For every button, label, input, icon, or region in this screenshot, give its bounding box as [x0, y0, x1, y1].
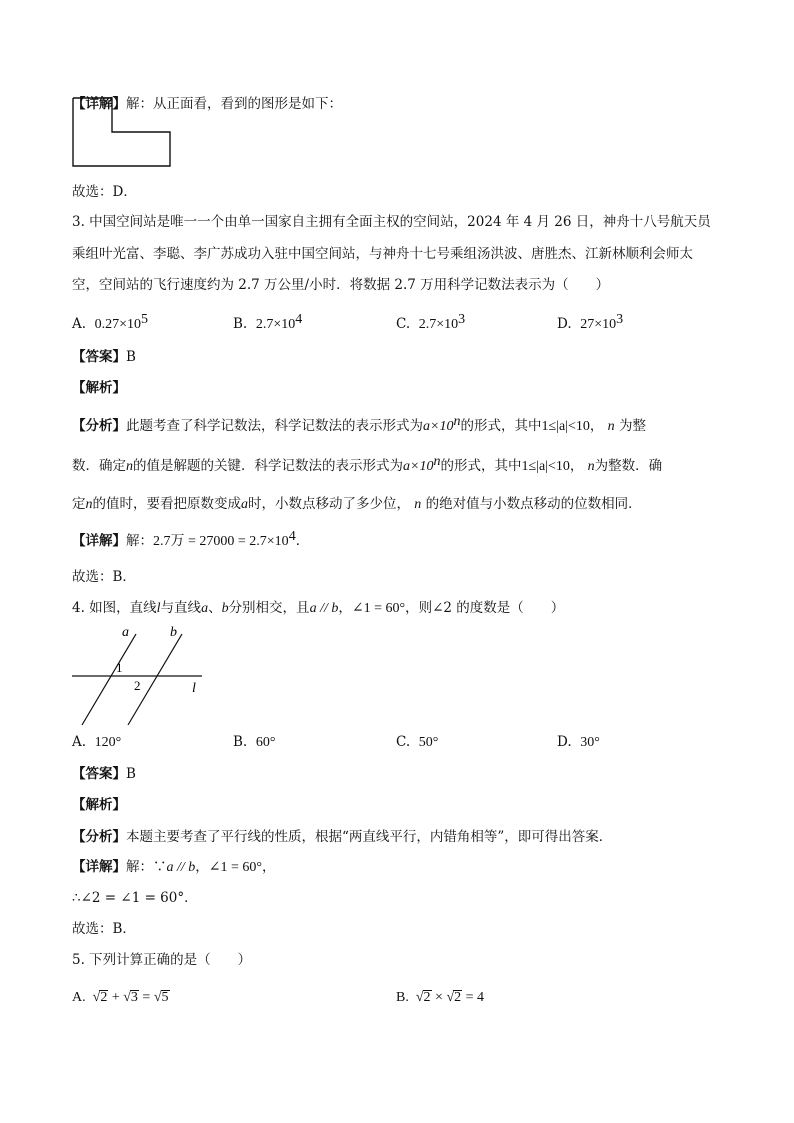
- parallel-lines-figure: [70, 622, 210, 728]
- q4-therefore: ∴∠2 = ∠1 = 60°．: [72, 890, 198, 906]
- q5-option-b[interactable]: B. √2 × √2 = 4: [396, 990, 485, 1005]
- q4-fenxi: 【分析】本题主要考查了平行线的性质，根据“两直线平行，内错角相等”，即可得出答案．: [72, 829, 613, 845]
- q4-analysis-tag: 【解析】: [72, 797, 126, 813]
- detail-text: 解：从正面看，看到的图形是如下：: [126, 96, 342, 112]
- label-1: 1: [116, 660, 123, 675]
- front-view-figure: [72, 96, 174, 168]
- q5-option-a[interactable]: A. √2 + √3 = √5: [72, 990, 169, 1005]
- q3-detail: 【详解】解：2.7万 = $27000 = 2.7\times 10^4$．: [72, 529, 310, 549]
- q3-fenxi-line-3: 定n的值时，要看把原数变成a时，小数点移动了多少位， n 的绝对值与小数点移动的位数相同．: [72, 496, 642, 512]
- q5-stem: 5. 下列计算正确的是（ ）: [72, 952, 252, 968]
- q3-fenxi-line-1: 【分析】此题考查了科学记数法，科学记数法的表示形式为$a\times 10^n$的形式，其中1≤|a|<10， n 为整: [72, 414, 646, 434]
- q3-stem-line-2: 乘组叶光富、李聪、李广苏成功入驻中国空间站，与神舟十七号乘组汤洪波、唐胜杰、江新林顺利会师太: [72, 246, 693, 262]
- q3-answer: 【答案】B: [72, 349, 136, 365]
- q4-option-b[interactable]: B. 60°: [233, 734, 276, 750]
- label-2: 2: [134, 678, 141, 693]
- q2-answer: 故选：D．: [72, 184, 137, 200]
- label-b: b: [170, 625, 177, 640]
- q3-option-c[interactable]: C. $2.7\times 10^3$: [396, 312, 466, 332]
- q3-fenxi-line-2: 数．确定n的值是解题的关键．科学记数法的表示形式为$a\times 10^n$的形式，其中1≤|a|<10， n为整数．确: [72, 454, 663, 474]
- q3-stem-line-3: 空，空间站的飞行速度约为 2.7 万公里/小时．将数据 2.7 万用科学记数法表示为（ ）: [72, 277, 610, 293]
- q4-stem: 4. 如图，直线l与直线a、b分别相交，且a // b，∠1 = 60°，则∠2 的度数是（ ）: [72, 600, 565, 616]
- q4-option-c[interactable]: C. 50°: [396, 734, 439, 750]
- q3-choose: 故选：B．: [72, 569, 136, 585]
- label-a: a: [122, 625, 129, 640]
- q3-stem-line-1: 3. 中国空间站是唯一一个由单一国家自主拥有全面主权的空间站，2024 年 4 月 26 日，神舟十八号航天员: [72, 214, 711, 230]
- q4-answer: 【答案】B: [72, 766, 136, 782]
- q3-option-b[interactable]: B. $2.7\times 10^4$: [233, 312, 303, 332]
- q4-option-a[interactable]: A. 120°: [72, 734, 122, 750]
- q4-choose: 故选：B．: [72, 921, 136, 937]
- detail-tag: 【详解】: [72, 96, 126, 112]
- q3-option-a[interactable]: A. $0.27\times 10^5$: [72, 312, 149, 332]
- label-l: l: [192, 681, 196, 696]
- q4-detail: 【详解】解：∵a // b，∠1 = 60°，: [72, 859, 276, 875]
- q4-option-d[interactable]: D. 30°: [557, 734, 600, 750]
- line-a: [82, 634, 136, 725]
- q3-option-d[interactable]: D. $27\times 10^3$: [557, 312, 624, 332]
- q3-analysis-tag: 【解析】: [72, 380, 126, 396]
- front-view-outline: [73, 98, 170, 166]
